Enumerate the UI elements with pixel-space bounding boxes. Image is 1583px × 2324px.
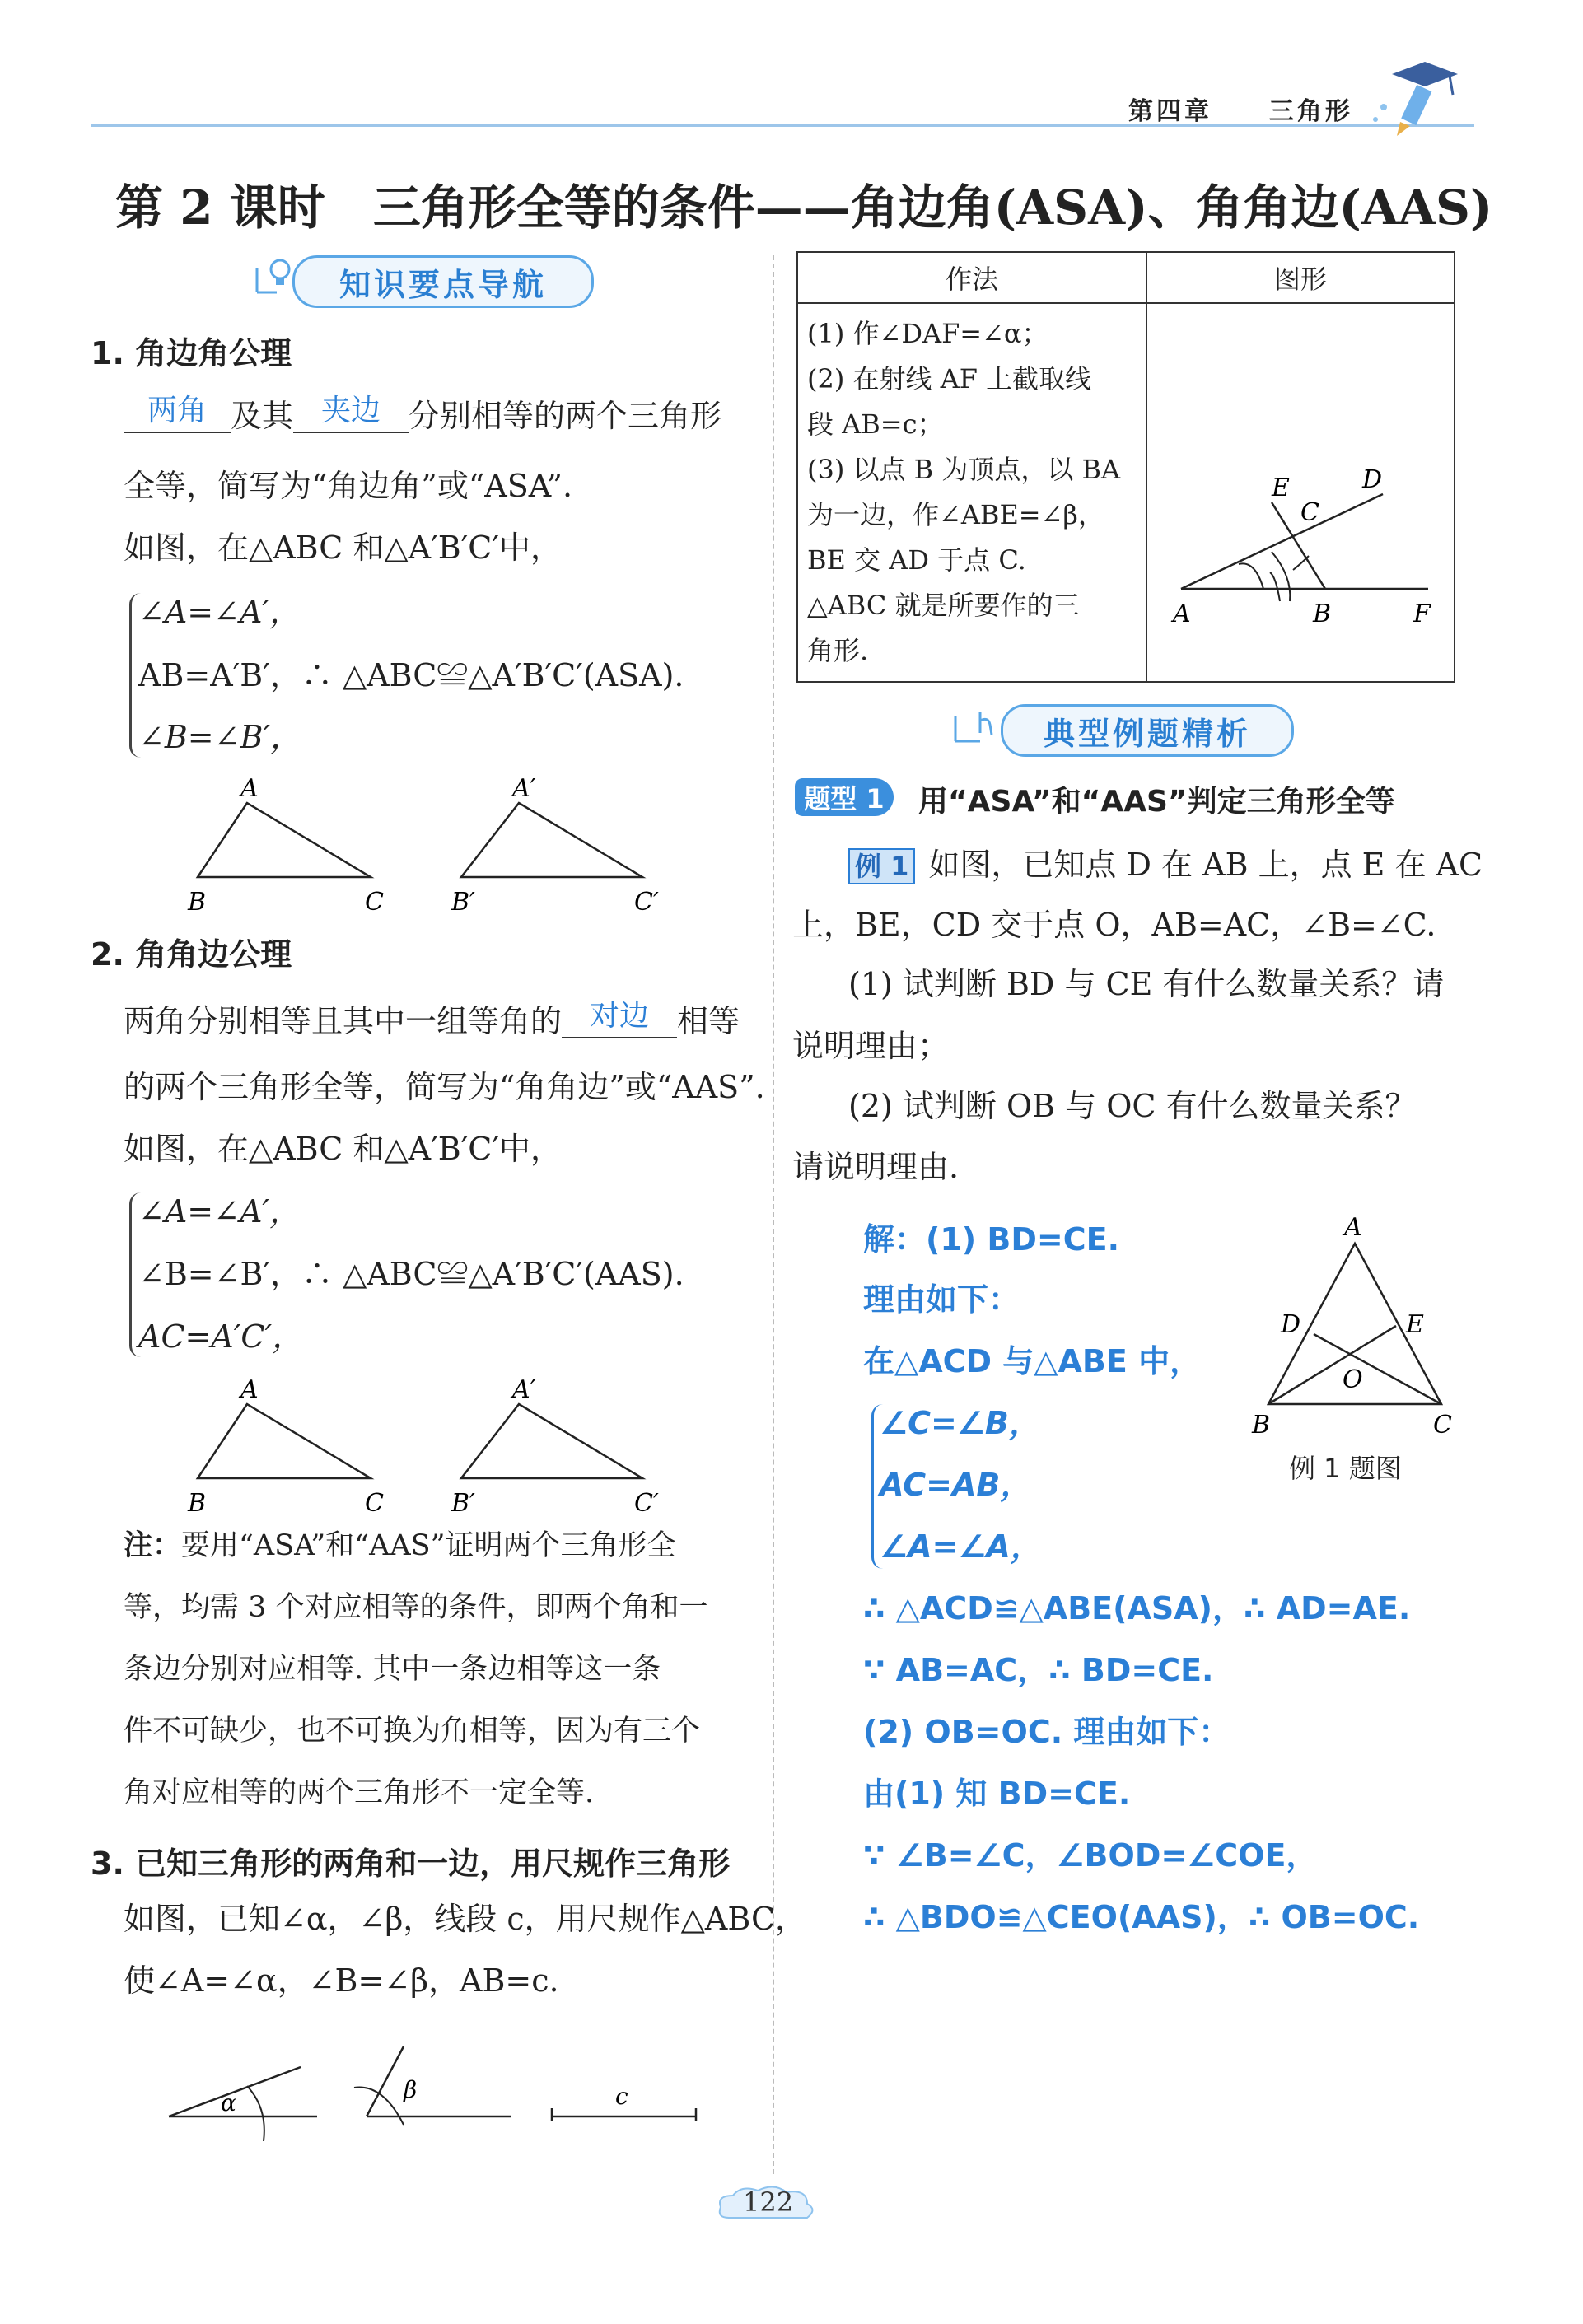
label-d: D [1362,465,1383,494]
label-a: A [240,778,259,803]
solution-line9: ∴ △BDO≌△CEO(AAS)，∴ OB=OC. [863,1899,1420,1935]
section1-line3: 如图，在△ABC 和△A′B′C′中， [124,530,563,566]
label-c: C [1300,498,1319,527]
step-line: 为一边，作∠ABE=∠β， [807,499,1104,530]
s2-cond3: AC=A′C′， [138,1318,304,1355]
page-number: 122 [743,2186,794,2218]
s1-triangles-figure [173,778,684,918]
label-c: C [365,888,384,917]
solution-cond2: AC=AB， [880,1467,1032,1503]
step-line: 段 AB=c； [807,408,944,440]
note-line2: 等，均需 3 个对应相等的条件，即两个角和一 [124,1591,708,1624]
bulb-icon [247,251,297,301]
label-b: B [188,888,207,917]
chapter-title: 三角形 [1268,97,1353,126]
example1-caption: 例 1 题图 [1289,1453,1402,1484]
page-title: 第 2 课时 三角形全等的条件——角边角(ASA)、角角边(AAS) [115,180,1493,236]
example1-figure [1235,1211,1474,1458]
label-o: O [1343,1365,1363,1394]
label-c-segment: c [615,2083,628,2110]
table-figure-cell [1146,303,1455,682]
solution-line5: ∵ AB=AC，∴ BD=CE. [863,1652,1214,1688]
table-header-method [797,252,1146,303]
example-text1: 如图，已知点 D 在 AB 上，点 E 在 AC [928,847,1483,883]
tixing-badge [795,778,894,816]
solution-line8: ∵ ∠B=∠C，∠BOD=∠COE， [863,1837,1318,1874]
example-badge: 例 1 [848,848,915,884]
example-line1 [848,844,1483,885]
blank-opposite-side: 对边 [562,996,677,1038]
label-c-prime: C′ [634,888,659,917]
triangle-abc-prime [461,1404,642,1478]
header-figure-text: 图形 [1273,264,1327,295]
section3-line2: 使∠A=∠α，∠B=∠β，AB=c. [124,1962,559,1999]
note-line1 [124,1525,676,1566]
s2-triangles-figure [173,1379,684,1519]
label-c-prime: C′ [634,1489,659,1518]
note-line5: 角对应相等的两个三角形不一定全等. [124,1776,595,1809]
note-prefix: 注： [124,1529,182,1562]
label-a: A [1344,1213,1362,1242]
note-line3: 条边分别对应相等. 其中一条边相等这一条 [124,1653,661,1686]
step-line: BE 交 AD 于点 C. [807,544,1026,576]
note-line4: 件不可缺少，也不可换为角相等，因为有三个 [124,1715,701,1748]
s2-text-b: 相等 [677,1003,740,1039]
table-header-figure [1146,252,1455,303]
label-a-prime: A′ [512,778,536,803]
triangle-abc-prime [461,803,642,877]
blank-two-angles: 两角 [124,390,231,433]
example-q1a: (1) 试判断 BD 与 CE 有什么数量关系？请 [848,966,1445,1002]
section1-line2: 全等，简写为“角边角”或“ASA”. [124,468,573,504]
header-chapter [1128,91,1353,127]
s1-text-a: 及其 [231,398,294,434]
s1-text-b: 分别相等的两个三角形 [409,398,722,434]
tixing-badge-text: 题型 1 [804,783,885,814]
section3-heading: 3. 已知三角形的两角和一边，用尺规作三角形 [91,1846,731,1882]
section2-line3: 如图，在△ABC 和△A′B′C′中， [124,1131,563,1167]
label-alpha: α [221,2089,236,2116]
pencil-cap-icon [1367,58,1466,140]
label-b: B [188,1489,207,1518]
step-line: (3) 以点 B 为顶点，以 BA [807,454,1121,485]
pointer-icon [947,700,1005,749]
label-a-prime: A′ [512,1379,536,1404]
solution-line6: (2) OB=OC. 理由如下： [863,1714,1230,1750]
s1-cond1: ∠A=∠A′， [138,594,301,630]
step-line: 角形. [807,635,869,666]
blank-included-side: 夹边 [293,390,409,433]
table-steps-cell [797,303,1146,682]
label-c: C [365,1489,384,1518]
example-q1b: 说明理由； [792,1028,950,1064]
knowledge-banner: 知识要点导航 [292,255,594,308]
s2-cond2: ∠B=∠B′，∴ △ABC≌△A′B′C′(AAS). [138,1256,684,1292]
label-b: B [1313,600,1332,628]
solution-cond1: ∠C=∠B， [880,1405,1040,1441]
chapter-label: 第四章 [1128,97,1212,126]
solution-line7: 由(1) 知 BD=CE. [863,1776,1131,1812]
label-e: E [1272,474,1290,502]
example-q2b: 请说明理由. [792,1149,960,1185]
step-line: △ABC 就是所要作的三 [807,590,1080,621]
examples-banner: 典型例题精析 [1001,704,1294,757]
step-line: (1) 作∠DAF=∠α； [807,318,1048,349]
label-c: C [1433,1411,1452,1440]
label-d: D [1281,1310,1301,1339]
construction-table [796,251,1455,683]
step-line: (2) 在射线 AF 上截取线 [807,363,1092,394]
given-angles-figure [156,2038,717,2145]
header-method-text: 作法 [945,264,998,295]
tixing-title: 用“ASA”和“AAS”判定三角形全等 [918,785,1395,819]
construction-figure [1148,305,1453,667]
s1-cond2: AB=A′B′，∴ △ABC≌△A′B′C′(ASA). [138,657,684,693]
section3-line1: 如图，已知∠α，∠β，线段 c，用尺规作△ABC， [124,1901,807,1937]
solution-cond3: ∠A=∠A， [880,1528,1042,1565]
label-a: A [1173,600,1191,628]
triangle-abc [198,1404,371,1478]
example-line2: 上，BE，CD 交于点 O，AB=AC，∠B=∠C. [792,907,1436,943]
label-e: E [1406,1310,1424,1339]
label-b-prime: B′ [451,1489,475,1518]
section2-line1 [124,1001,740,1045]
section2-line2: 的两个三角形全等，简写为“角角边”或“AAS”. [124,1069,765,1105]
section2-heading: 2. 角角边公理 [91,936,292,973]
triangle-abc [198,803,371,877]
section1-heading: 1. 角边角公理 [91,335,292,371]
note-text1: 要用“ASA”和“AAS”证明两个三角形全 [181,1529,676,1562]
solution-line3: 在△ACD 与△ABE 中， [863,1343,1202,1379]
solution-line4: ∴ △ACD≌△ABE(ASA)，∴ AD=AE. [863,1590,1411,1626]
label-beta: β [404,2076,418,2103]
s1-cond3: ∠B=∠B′， [138,719,301,755]
solution-line1: 解：(1) BD=CE. [863,1221,1120,1258]
label-b-prime: B′ [451,888,475,917]
section1-line1 [124,395,721,440]
solution-line2: 理由如下： [863,1281,1020,1318]
label-f: F [1413,600,1431,628]
s2-text-a: 两角分别相等且其中一组等角的 [124,1003,563,1039]
s2-cond1: ∠A=∠A′， [138,1193,301,1230]
column-divider [773,255,774,2174]
example-q2a: (2) 试判断 OB 与 OC 有什么数量关系？ [848,1088,1417,1124]
label-b: B [1252,1411,1271,1440]
label-a: A [240,1379,259,1404]
